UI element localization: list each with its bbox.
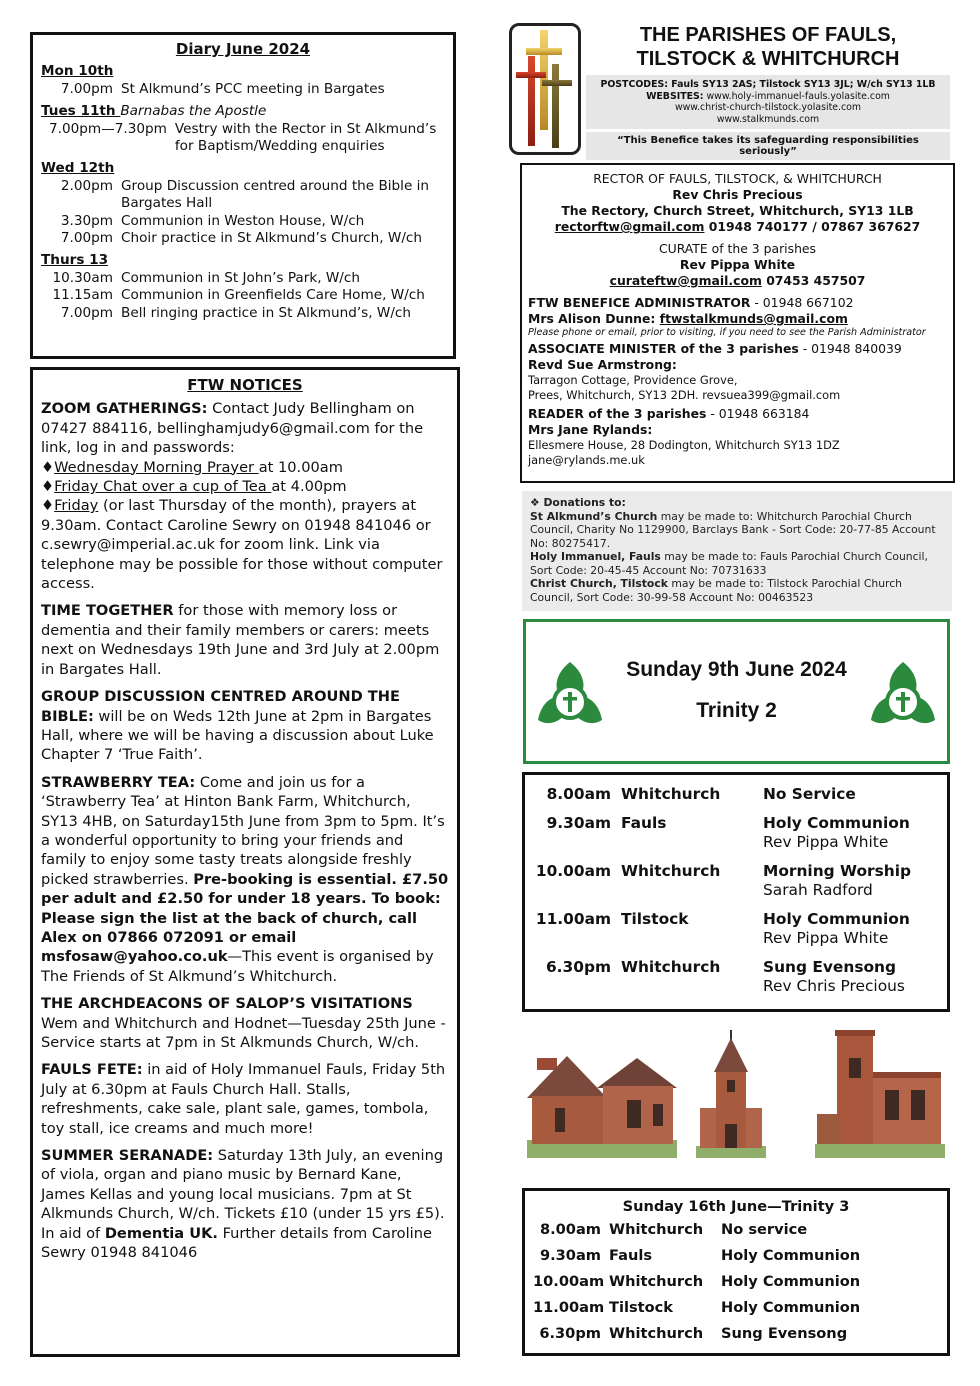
notices-title: FTW NOTICES — [187, 376, 303, 394]
service-row: 11.00am Tilstock Holy Communion Rev Pippa White — [535, 909, 910, 947]
assoc-address: Prees, Whitchurch, SY13 2DH. revsuea399@gmail.com — [528, 387, 841, 402]
rector-heading: RECTOR OF FAULS, TILSTOCK, & WHITCHURCH — [593, 171, 882, 186]
admin-phone: - 01948 667102 — [750, 295, 854, 310]
crosses-logo — [509, 23, 581, 155]
reader-heading: READER of the 3 parishes — [528, 406, 707, 421]
services-box — [522, 772, 950, 1012]
parish-title-line2: TILSTOCK & WHITCHURCH — [636, 48, 900, 70]
website-link[interactable]: www.christ-church-tilstock.yolasite.com — [674, 102, 862, 114]
curate-email[interactable]: curateftw@gmail.com — [609, 273, 762, 288]
reader-name: Mrs Jane Rylands: — [528, 422, 653, 437]
admin-name: Mrs Alison Dunne: — [528, 311, 660, 326]
rector-phones: 01948 740177 / 07867 367627 — [704, 219, 921, 234]
contact-strip — [586, 75, 950, 129]
diary-entry: 7.00pm Choir practice in St Alkmund’s Church, W/ch — [60, 230, 423, 247]
next-service-row: 11.00am Tilstock Holy Communion — [533, 1299, 861, 1316]
admin-email[interactable]: ftwstalkmunds@gmail.com — [659, 311, 848, 326]
diary-entry: 7.00pm—7.30pm Vestry with the Rector in St Alkmund’s for Baptism/Wedding enquiries — [49, 120, 437, 155]
church-photo-whitchurch — [815, 1028, 945, 1158]
website-link[interactable]: www.holy-immanuel-fauls.yolasite.com — [706, 90, 890, 102]
notice-zoom: ZOOM GATHERINGS: Contact Judy Bellingham on 07427 884116, bellinghamjudy6@gmail.com for the link, log in and passwords: ♦Wednesday Morning Prayer at 10.00am ♦Friday Chat over a cup of Tea at 4.00pm ♦Friday (or last Thursday of the month), prayers at 9.30am. Contact Caroline Sewry on 01948 841046 or c.sewry@imperial.ac.uk for zoom link. Link via telephone may be possible for those without computer access. — [41, 400, 443, 593]
notice-group-discussion: GROUP DISCUSSION CENTRED AROUND THE BIBLE: will be on Weds 12th June at 2pm in Bargates Hall, where we will be having a discussion about Luke Chapter 7 ‘True Faith’. — [41, 688, 434, 764]
service-row: 9.30am Fauls Holy Communion Rev Pippa White — [546, 813, 910, 851]
notice-summer-serenade: SUMMER SERANADE: Saturday 13th July, an evening of viola, organ and piano music by Bernard Kane, James Kellas and young local musicians. 7pm at St Alkmunds Church, W/ch. Tickets £10 (under 15 yrs £5). In aid of Dementia UK. Further details from Caroline Sewry 01948 841046 — [41, 1147, 445, 1262]
rector-name: Rev Chris Precious — [672, 187, 803, 202]
next-service-row: 9.30am Fauls Holy Communion — [539, 1247, 861, 1264]
notice-fauls-fete: FAULS FETE: in aid of Holy Immanuel Fauls, Friday 5th July at 6.30pm at Fauls Church Hall. Stalls, refreshments, cake sale, plant sale, games, tombola, toy stall, ice creams and much more! — [41, 1061, 446, 1137]
clergy-contacts-box — [520, 163, 955, 483]
notice-archdeacon: THE ARCHDEACONS OF SALOP’S VISITATIONS Wem and Whitchurch and Hodnet—Tuesday 25th June - Service starts at 7pm in St Alkmunds Church, W/ch. — [41, 995, 446, 1051]
notices-box — [30, 367, 460, 1357]
church-photo-tilstock — [696, 1028, 766, 1158]
service-row: 6.30pm Whitchurch Sung Evensong Rev Chris Precious — [545, 957, 905, 995]
next-sunday-title: Sunday 16th June—Trinity 3 — [622, 1198, 850, 1215]
curate-heading: CURATE of the 3 parishes — [658, 241, 817, 256]
diary-day: Wed 12th — [41, 160, 115, 177]
diary-entry: 2.00pm Group Discussion centred around the Bible in Bargates Hall — [60, 177, 430, 212]
donation-item: St Alkmund’s Church may be made to: Whitchurch Parochial Church Council, Charity No 1129900, Barclays Bank - Sort Code: 20-77-85 Account No: 80275417. — [530, 509, 936, 550]
reader-phone: - 01948 663184 — [706, 406, 810, 421]
diary-entry: 10.30am Communion in St John’s Park, W/ch — [52, 269, 360, 286]
next-service-row: 6.30pm Whitchurch Sung Evensong — [539, 1325, 848, 1342]
donations-box — [522, 491, 952, 611]
rector-email[interactable]: rectorftw@gmail.com — [554, 219, 705, 234]
header — [586, 23, 950, 160]
assoc-heading: ASSOCIATE MINISTER of the 3 parishes — [528, 341, 799, 356]
next-sunday-box — [522, 1188, 950, 1356]
admin-note: Please phone or email, prior to visiting, if you need to see the Parish Administrator — [528, 327, 926, 338]
diary-entry: 11.15am Communion in Greenfields Care Home, W/ch — [52, 287, 425, 304]
diamond-bullet-icon: ❖ — [530, 496, 540, 509]
donation-item: Christ Church, Tilstock may be made to: Tilstock Parochial Church Council, Sort Code: 30-99-58 Account No: 00463523 — [530, 577, 903, 604]
diary-day: Thurs 13 — [41, 252, 109, 269]
banner-trinity: Trinity 2 — [696, 699, 777, 722]
church-photo-fauls — [527, 1028, 677, 1158]
parish-title-line1: THE PARISHES OF FAULS, — [639, 24, 897, 46]
rector-address: The Rectory, Church Street, Whitchurch, SY13 1LB — [561, 203, 914, 218]
diary-title: Diary June 2024 — [175, 40, 311, 58]
banner-date: Sunday 9th June 2024 — [626, 658, 847, 681]
notice-strawberry-tea: STRAWBERRY TEA: Come and join us for a ‘Strawberry Tea’ at Hinton Bank Farm, Whitchurch, SY13 4HB, on Saturday15th June from 3pm to 5pm. It’s a wonderful opportunity to bring your friends and family to enjoy some tasty treats alongside freshly picked strawberries. Pre-booking is essential. £7.50 per adult and £2.50 for under 18 years. To book: Please sign the list at the back of church, call Alex on 07866 072091 or email msfosaw@yahoo.co.uk—This event is organised by The Friends of St Alkmund’s Whitchurch. — [41, 773, 449, 985]
assoc-address: Tarragon Cottage, Providence Grove, — [528, 373, 738, 387]
next-service-row: 10.00am Whitchurch Holy Communion — [533, 1273, 861, 1290]
diary-day: Tues 11th Barnabas the Apostle — [41, 103, 267, 120]
notice-time-together: TIME TOGETHER for those with memory loss or dementia and their family members or carers: meets next on Wednesdays 19th June and 3rd July at 2.00pm in Bargates Hall. — [41, 602, 440, 678]
next-service-row: 8.00am Whitchurch No service — [539, 1221, 808, 1238]
sunday-banner — [523, 619, 950, 764]
diary-day: Mon 10th — [41, 63, 114, 80]
diary-entry: 7.00pm Bell ringing practice in St Alkmund’s, W/ch — [60, 304, 412, 321]
safeguarding-statement: “This Benefice takes its safeguarding responsibilities seriously” — [586, 132, 950, 160]
reader-address: Ellesmere House, 28 Dodington, Whitchurch SY13 1DZ — [528, 438, 840, 452]
service-row: 8.00am Whitchurch No Service — [546, 785, 856, 803]
admin-heading: FTW BENEFICE ADMINISTRATOR — [528, 295, 751, 310]
donation-item: Holy Immanuel, Fauls may be made to: Fauls Parochial Church Council, Sort Code: 20-45-45 Account No: 70731633 — [530, 550, 928, 577]
curate-phone: 07453 457507 — [761, 273, 866, 288]
website-link[interactable]: www.stalkmunds.com — [716, 113, 820, 125]
websites-label: WEBSITES: — [646, 90, 704, 102]
assoc-name: Revd Sue Armstrong: — [528, 357, 677, 372]
diary-box — [30, 32, 456, 359]
curate-name: Rev Pippa White — [679, 257, 796, 272]
postcodes: POSTCODES: Fauls SY13 2AS; Tilstock SY13 3JL; W/ch SY13 1LB — [600, 79, 936, 90]
trinity-knot-icon — [863, 656, 943, 736]
reader-email[interactable]: jane@rylands.me.uk — [528, 452, 645, 467]
donations-heading: Donations to: — [543, 496, 626, 509]
assoc-phone: - 01948 840039 — [798, 341, 902, 356]
diary-entry: 7.00pm St Alkmund’s PCC meeting in Bargates — [60, 80, 385, 97]
diary-entry: 3.30pm Communion in Weston House, W/ch — [60, 212, 365, 229]
service-row: 10.00am Whitchurch Morning Worship Sarah Radford — [535, 861, 912, 899]
